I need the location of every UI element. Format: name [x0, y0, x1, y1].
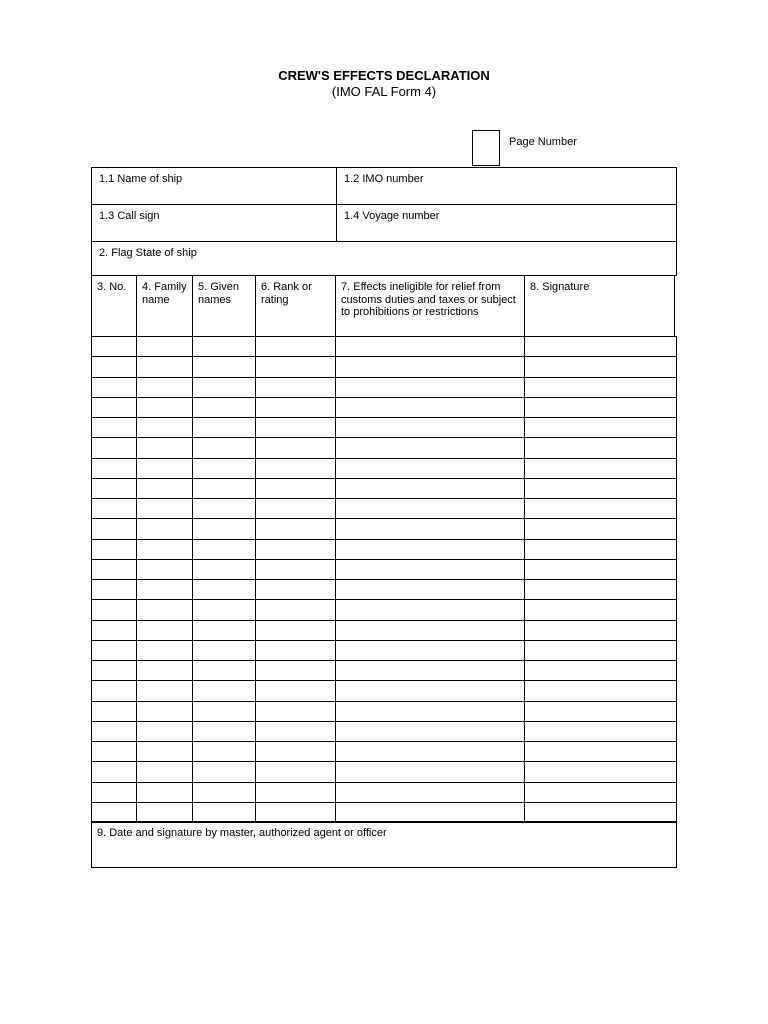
table-cell-family-name[interactable] [136, 518, 193, 540]
table-cell-given-names[interactable] [192, 559, 256, 580]
table-cell-no[interactable] [91, 437, 137, 459]
table-cell-effects[interactable] [335, 701, 525, 722]
table-cell-effects[interactable] [335, 377, 525, 398]
table-cell-given-names[interactable] [192, 660, 256, 681]
table-cell-effects[interactable] [335, 437, 525, 459]
table-cell-rank-or-rating[interactable] [255, 620, 336, 641]
table-cell-signature[interactable] [524, 782, 677, 803]
table-cell-given-names[interactable] [192, 336, 256, 357]
table-cell-rank-or-rating[interactable] [255, 761, 336, 783]
table-cell-no[interactable] [91, 478, 137, 499]
table-cell-rank-or-rating[interactable] [255, 782, 336, 803]
table-cell-no[interactable] [91, 518, 137, 540]
table-cell-effects[interactable] [335, 761, 525, 783]
table-cell-family-name[interactable] [136, 498, 193, 519]
table-cell-no[interactable] [91, 559, 137, 580]
table-cell-rank-or-rating[interactable] [255, 518, 336, 540]
table-cell-signature[interactable] [524, 802, 677, 823]
table-cell-rank-or-rating[interactable] [255, 336, 336, 357]
table-cell-given-names[interactable] [192, 417, 256, 438]
table-cell-no[interactable] [91, 680, 137, 702]
table-cell-effects[interactable] [335, 417, 525, 438]
table-cell-effects[interactable] [335, 660, 525, 681]
table-cell-signature[interactable] [524, 478, 677, 499]
table-cell-signature[interactable] [524, 539, 677, 560]
table-cell-given-names[interactable] [192, 518, 256, 540]
table-cell-rank-or-rating[interactable] [255, 680, 336, 702]
table-cell-family-name[interactable] [136, 397, 193, 418]
table-cell-effects[interactable] [335, 539, 525, 560]
table-cell-signature[interactable] [524, 356, 677, 378]
table-cell-signature[interactable] [524, 640, 677, 661]
table-cell-family-name[interactable] [136, 417, 193, 438]
form-title: CREW'S EFFECTS DECLARATION [278, 68, 490, 83]
table-cell-rank-or-rating[interactable] [255, 498, 336, 519]
table-cell-no[interactable] [91, 620, 137, 641]
table-cell-family-name[interactable] [136, 640, 193, 661]
table-cell-no[interactable] [91, 356, 137, 378]
table-cell-family-name[interactable] [136, 741, 193, 762]
table-cell-rank-or-rating[interactable] [255, 539, 336, 560]
table-cell-given-names[interactable] [192, 458, 256, 479]
table-cell-signature[interactable] [524, 680, 677, 702]
table-cell-family-name[interactable] [136, 701, 193, 722]
table-cell-signature[interactable] [524, 701, 677, 722]
table-cell-given-names[interactable] [192, 478, 256, 499]
table-cell-family-name[interactable] [136, 539, 193, 560]
table-cell-rank-or-rating[interactable] [255, 377, 336, 398]
table-cell-signature[interactable] [524, 417, 677, 438]
table-cell-rank-or-rating[interactable] [255, 660, 336, 681]
table-cell-no[interactable] [91, 579, 137, 600]
table-cell-signature[interactable] [524, 377, 677, 398]
imo-number-field[interactable] [336, 167, 677, 205]
table-cell-rank-or-rating[interactable] [255, 579, 336, 600]
header-rank-or-rating-label: 6. Rank or rating [261, 281, 312, 306]
table-cell-effects[interactable] [335, 579, 525, 600]
table-cell-effects[interactable] [335, 802, 525, 823]
imo-number-label: 1.2 IMO number [344, 173, 424, 185]
name-of-ship-label: 1.1 Name of ship [99, 173, 183, 185]
table-cell-effects[interactable] [335, 518, 525, 540]
voyage-number-label: 1.4 Voyage number [344, 210, 440, 222]
table-cell-signature[interactable] [524, 620, 677, 641]
table-cell-family-name[interactable] [136, 782, 193, 803]
table-cell-effects[interactable] [335, 498, 525, 519]
table-cell-family-name[interactable] [136, 559, 193, 580]
table-cell-given-names[interactable] [192, 680, 256, 702]
table-cell-signature[interactable] [524, 518, 677, 540]
table-cell-no[interactable] [91, 336, 137, 357]
header-family-name-label: 4. Family name [142, 281, 187, 306]
date-signature-field[interactable] [91, 821, 677, 868]
table-cell-rank-or-rating[interactable] [255, 478, 336, 499]
table-cell-family-name[interactable] [136, 721, 193, 742]
table-cell-rank-or-rating[interactable] [255, 599, 336, 621]
table-cell-signature[interactable] [524, 559, 677, 580]
header-no [91, 275, 137, 337]
table-cell-rank-or-rating[interactable] [255, 640, 336, 661]
name-of-ship-field[interactable] [91, 167, 337, 205]
table-cell-given-names[interactable] [192, 620, 256, 641]
table-cell-family-name[interactable] [136, 680, 193, 702]
table-cell-family-name[interactable] [136, 579, 193, 600]
table-cell-family-name[interactable] [136, 660, 193, 681]
date-signature-label: 9. Date and signature by master, authorized agent or officer [97, 827, 387, 839]
table-cell-no[interactable] [91, 377, 137, 398]
table-cell-given-names[interactable] [192, 721, 256, 742]
page-number-box[interactable] [472, 130, 500, 166]
table-cell-given-names[interactable] [192, 761, 256, 783]
table-cell-effects[interactable] [335, 599, 525, 621]
table-cell-no[interactable] [91, 417, 137, 438]
table-cell-effects[interactable] [335, 680, 525, 702]
table-cell-family-name[interactable] [136, 478, 193, 499]
table-cell-family-name[interactable] [136, 377, 193, 398]
table-cell-family-name[interactable] [136, 761, 193, 783]
header-signature-label: 8. Signature [530, 281, 590, 293]
table-cell-effects[interactable] [335, 478, 525, 499]
table-cell-family-name[interactable] [136, 336, 193, 357]
table-cell-signature[interactable] [524, 437, 677, 459]
table-cell-no[interactable] [91, 640, 137, 661]
table-cell-rank-or-rating[interactable] [255, 356, 336, 378]
table-cell-signature[interactable] [524, 721, 677, 742]
table-cell-given-names[interactable] [192, 701, 256, 722]
table-cell-no[interactable] [91, 782, 137, 803]
table-cell-family-name[interactable] [136, 599, 193, 621]
header-rank-or-rating [255, 275, 336, 337]
table-cell-effects[interactable] [335, 458, 525, 479]
table-cell-given-names[interactable] [192, 782, 256, 803]
table-cell-effects[interactable] [335, 336, 525, 357]
table-cell-given-names[interactable] [192, 539, 256, 560]
table-cell-effects[interactable] [335, 782, 525, 803]
table-cell-family-name[interactable] [136, 437, 193, 459]
table-cell-effects[interactable] [335, 397, 525, 418]
table-cell-no[interactable] [91, 498, 137, 519]
header-effects-ineligible-label: 7. Effects ineligible for relief from customs duties and taxes or subject to prohibitions or restrictions [341, 281, 516, 318]
table-cell-rank-or-rating[interactable] [255, 741, 336, 762]
table-cell-no[interactable] [91, 539, 137, 560]
page-number-label: Page Number [509, 136, 577, 148]
table-cell-no[interactable] [91, 761, 137, 783]
table-cell-signature[interactable] [524, 336, 677, 357]
call-sign-field[interactable] [91, 204, 337, 242]
table-cell-no[interactable] [91, 701, 137, 722]
table-cell-effects[interactable] [335, 640, 525, 661]
table-cell-signature[interactable] [524, 599, 677, 621]
table-cell-given-names[interactable] [192, 498, 256, 519]
table-cell-rank-or-rating[interactable] [255, 802, 336, 823]
table-cell-effects[interactable] [335, 741, 525, 762]
table-cell-family-name[interactable] [136, 620, 193, 641]
header-no-label: 3. No. [97, 281, 127, 293]
table-cell-no[interactable] [91, 397, 137, 418]
table-cell-no[interactable] [91, 741, 137, 762]
table-cell-given-names[interactable] [192, 599, 256, 621]
table-cell-signature[interactable] [524, 458, 677, 479]
table-cell-effects[interactable] [335, 620, 525, 641]
table-cell-rank-or-rating[interactable] [255, 701, 336, 722]
table-cell-given-names[interactable] [192, 741, 256, 762]
voyage-number-field[interactable] [336, 204, 677, 242]
table-cell-given-names[interactable] [192, 397, 256, 418]
table-cell-no[interactable] [91, 721, 137, 742]
table-cell-effects[interactable] [335, 721, 525, 742]
table-cell-rank-or-rating[interactable] [255, 721, 336, 742]
table-cell-signature[interactable] [524, 741, 677, 762]
table-cell-family-name[interactable] [136, 458, 193, 479]
table-cell-given-names[interactable] [192, 437, 256, 459]
form-subtitle: (IMO FAL Form 4) [331, 84, 437, 99]
table-cell-given-names[interactable] [192, 377, 256, 398]
table-cell-rank-or-rating[interactable] [255, 437, 336, 459]
table-cell-signature[interactable] [524, 761, 677, 783]
table-cell-signature[interactable] [524, 498, 677, 519]
table-cell-effects[interactable] [335, 559, 525, 580]
table-cell-no[interactable] [91, 458, 137, 479]
header-signature [524, 275, 675, 337]
table-cell-given-names[interactable] [192, 356, 256, 378]
table-cell-rank-or-rating[interactable] [255, 458, 336, 479]
table-cell-family-name[interactable] [136, 356, 193, 378]
table-cell-family-name[interactable] [136, 802, 193, 823]
table-cell-effects[interactable] [335, 356, 525, 378]
table-cell-signature[interactable] [524, 660, 677, 681]
table-cell-no[interactable] [91, 660, 137, 681]
table-cell-no[interactable] [91, 802, 137, 823]
flag-state-label: 2. Flag State of ship [99, 247, 197, 259]
table-cell-rank-or-rating[interactable] [255, 559, 336, 580]
header-given-names-label: 5. Given names [198, 281, 239, 306]
table-cell-no[interactable] [91, 599, 137, 621]
table-cell-given-names[interactable] [192, 579, 256, 600]
table-cell-given-names[interactable] [192, 802, 256, 823]
table-cell-signature[interactable] [524, 579, 677, 600]
table-cell-rank-or-rating[interactable] [255, 397, 336, 418]
header-effects-ineligible [335, 275, 525, 337]
table-cell-rank-or-rating[interactable] [255, 417, 336, 438]
call-sign-label: 1.3 Call sign [99, 210, 160, 222]
flag-state-field[interactable] [91, 241, 677, 276]
table-cell-signature[interactable] [524, 397, 677, 418]
header-family-name [136, 275, 193, 337]
header-given-names [192, 275, 256, 337]
table-cell-given-names[interactable] [192, 640, 256, 661]
